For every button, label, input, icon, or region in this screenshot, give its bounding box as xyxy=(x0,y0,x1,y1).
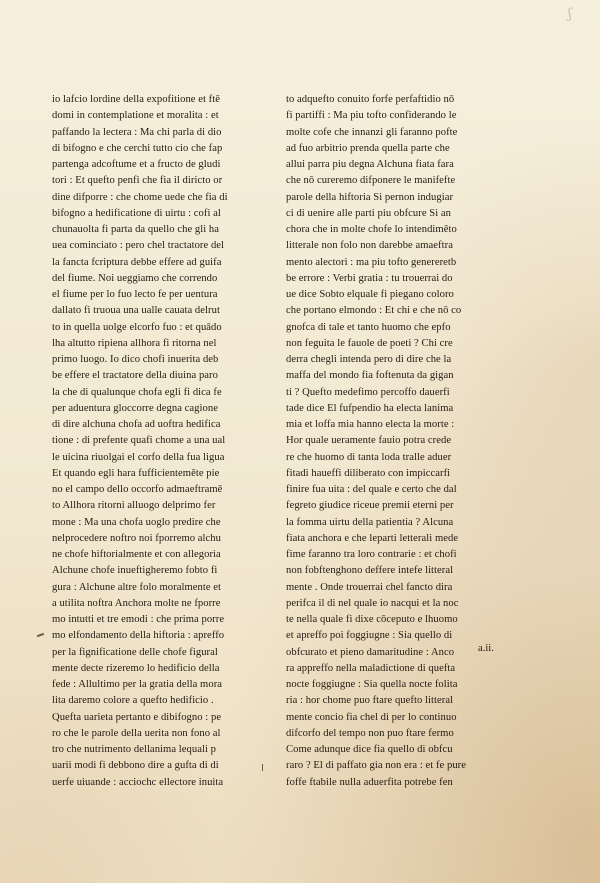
text-line: fegreto giudice riceue premii eterni per xyxy=(286,500,454,512)
text-line: chora che in molte chofe lo intendimēto xyxy=(286,224,457,235)
text-line: ro che le parole della uerita non fono al xyxy=(52,727,221,739)
text-line: gura : Alchune altre folo moralmente et xyxy=(52,581,222,593)
text-line: Come adunque dice fia quello di obfcu xyxy=(286,744,453,755)
text-line: mento alectori : ma piu tofto genereretb xyxy=(286,256,457,268)
text-line: per la fignificatione delle chofe figural xyxy=(52,646,218,658)
text-line: del fiume. Noi ueggiamo che correndo xyxy=(52,272,218,284)
signature-mark: a.ii. xyxy=(478,643,494,654)
text-line: tade dice El fufpendio ha electa lanima xyxy=(286,402,454,414)
text-line: mo intutti et tre emodi : che prima porre xyxy=(52,614,225,625)
text-line: per aduentura gloccorre degna cagione xyxy=(52,402,218,414)
text-line: mo elfondamento della hiftoria : apreffo xyxy=(52,630,225,642)
text-line: ue dice Sobto elquale fi piegano coloro xyxy=(286,289,454,300)
text-line: tione : di prefente quafi chome a una ual xyxy=(52,435,226,447)
text-line: mia et loffa mia hanno electa la morte : xyxy=(286,419,455,430)
text-line: io lafcio lordine della expofitione et ftē xyxy=(52,94,221,105)
text-line: bifogno a hedificatione di uirtu : cofi al xyxy=(52,207,221,219)
text-line: la fancta fcriptura debbe effere ad guifa xyxy=(52,256,222,268)
text-line: to adquefto conuito forfe perfaftidio nō xyxy=(286,94,455,105)
text-line: lha altutto ripiena allhora fi ritorna nel xyxy=(52,337,217,349)
text-line: mente concio fia chel di per lo continuo xyxy=(286,711,457,723)
text-line: be effere el tractatore della diuina paro xyxy=(52,370,218,382)
text-line: la fomma uirtu della patientia ? Alcuna xyxy=(286,516,454,528)
text-line: ne chofe hiftorialmente et con allegoria xyxy=(52,549,221,560)
text-line: ti ? Quefto medefimo percoffo dauerfi xyxy=(286,386,450,398)
text-line: di dire alchuna chofa ad uoftra hedifica xyxy=(52,419,221,430)
text-line: fitadi haueffi diliberato con impiccarfi xyxy=(286,467,451,479)
text-line: fiata anchora e che leparti letterali mede xyxy=(286,532,459,544)
text-line: litterale non folo non darebbe amaeftra xyxy=(286,240,453,252)
text-line: perifca il di nel quale io nacqui et la noc xyxy=(286,597,459,609)
text-line: di bifogno e che cerchi tutto cio che fap xyxy=(52,142,223,154)
text-line: dine difporre : che chome uede che fia di xyxy=(52,191,228,203)
text-line: derra chegli intenda pero di dire che la xyxy=(286,354,452,365)
text-line: chunauolta fi parta da quello che gli ha xyxy=(52,224,220,235)
text-line: ria : hor chome puo ftare quefto litteral xyxy=(286,695,454,707)
text-line: primo luogo. Io dico chofi inuerita deb xyxy=(52,354,219,365)
text-line: uea cominciato : pero chel tractatore del xyxy=(52,240,225,252)
gutter-ink-mark xyxy=(37,633,44,637)
text-line: mente decte rizeremo lo hedificio della xyxy=(52,662,220,674)
text-line: to in quella uolge elcorfo fuo : et quādo xyxy=(52,321,222,333)
text-column-right xyxy=(286,92,500,791)
text-line: mente . Onde trouerrai chel fancto dira xyxy=(286,581,453,593)
text-line: molte cofe che innanzi gli faranno pofte xyxy=(286,126,458,138)
text-line: te nella quale fi dixe cōceputo e lhuomo xyxy=(286,614,458,625)
text-line: foffe ftabile nulla aduerfita potrebe fen xyxy=(286,776,453,788)
text-line: lita daremo colore a quefto hedificio . xyxy=(52,695,214,707)
text-line: non feguita le fauole de poeti ? Chi cre xyxy=(286,337,453,349)
text-line: be errore : Verbi gratia : tu trouerrai do xyxy=(286,272,453,284)
text-line: re che huomo di tanta loda tralle aduer xyxy=(286,451,452,463)
marginal-pencil-mark: ʃ xyxy=(568,6,572,22)
text-line: fi partiffi : Ma piu tofto confiderando le xyxy=(286,110,457,122)
text-line: gnofca di tale et tanto huomo che epfo xyxy=(286,321,451,333)
text-line: Hor quale ueramente fauio potra crede xyxy=(286,435,452,447)
text-line: raro ? El di paffato gia non era : et fe pure xyxy=(286,760,467,772)
text-line: mone : Ma una chofa uoglo predire che xyxy=(52,516,221,528)
text-line: tro che nutrimento dellanima lequali p xyxy=(52,744,216,755)
text-line: dallato fi truoua una ualle cauata delrut xyxy=(52,305,220,317)
text-line: paffando la lectera : Ma chi parla di dio xyxy=(52,126,222,138)
text-line: nelprocedere noftro noi fporremo alchu xyxy=(52,532,221,544)
text-line: et apreffo poi foggiugne : Sia quello di xyxy=(286,630,453,642)
text-line: tori : Et quefto penfi che fia il diricto or xyxy=(52,175,223,187)
text-line: maffa del mondo fia foftenuta da gigan xyxy=(286,370,454,382)
text-line: obfcurato et pieno damaritudine : Anco xyxy=(286,646,455,658)
text-line: la che di qualunque chofa egli fi dica fe xyxy=(52,386,222,398)
text-line: ad fuo arbitrio prenda quella parte che xyxy=(286,142,450,154)
text-line: fime faranno tra loro contrarie : et chofi xyxy=(286,549,457,560)
text-line: ci di uenire alle parti piu obfcure Si an xyxy=(286,207,452,219)
text-line: a utilita noftra Anchora molte ne fporre xyxy=(52,597,221,609)
text-line: Et quando egli hara fufficientemēte pie xyxy=(52,467,220,479)
text-line: nocte foggiugne : Sia quella nocte folita xyxy=(286,679,458,690)
text-line: uarii modi fi debbono dire a gufta di di xyxy=(52,760,219,772)
text-column-left xyxy=(52,92,264,791)
text-line: le uicina riuolgai el corfo della fua ligua xyxy=(52,451,225,463)
text-line: che nō cureremo difponere le manifefte xyxy=(286,175,456,187)
text-line: partenga adcoftume et a fructo de gludi xyxy=(52,159,221,170)
text-line: finire fua uita : del quale e certo che dal xyxy=(286,484,457,495)
text-line: Quefta uarieta pertanto e dibifogno : pe xyxy=(52,711,222,723)
text-line: ra appreffo nella maladictione di quefta xyxy=(286,662,456,674)
text-line: Alchune chofe inueftigheremo fobto fi xyxy=(52,565,218,577)
text-line: parole della hiftoria Si pernon indugiar xyxy=(286,191,454,203)
text-line: difcorfo del tempo non puo ftare fermo xyxy=(286,727,454,739)
text-line: to Allhora ritorni alluogo delprimo fer xyxy=(52,500,216,512)
text-line: no el campo dello occorfo admaeftramē xyxy=(52,484,223,495)
text-line: el fiume per lo fuo lecto fe per uentura xyxy=(52,289,218,300)
text-line: domi in contemplatione et moralita : et xyxy=(52,110,219,122)
text-line: allui parra piu degna Alchuna fiata fara xyxy=(286,159,454,170)
text-line: fede : Allultimo per la gratia della mora xyxy=(52,679,223,690)
text-line: non fobftenghono deffere intefe litteral xyxy=(286,565,454,577)
text-line: uerfe uiuande : acciochc ellectore inuita xyxy=(52,776,224,788)
text-line: che portano elmondo : Et chi e che nō co xyxy=(286,305,462,317)
